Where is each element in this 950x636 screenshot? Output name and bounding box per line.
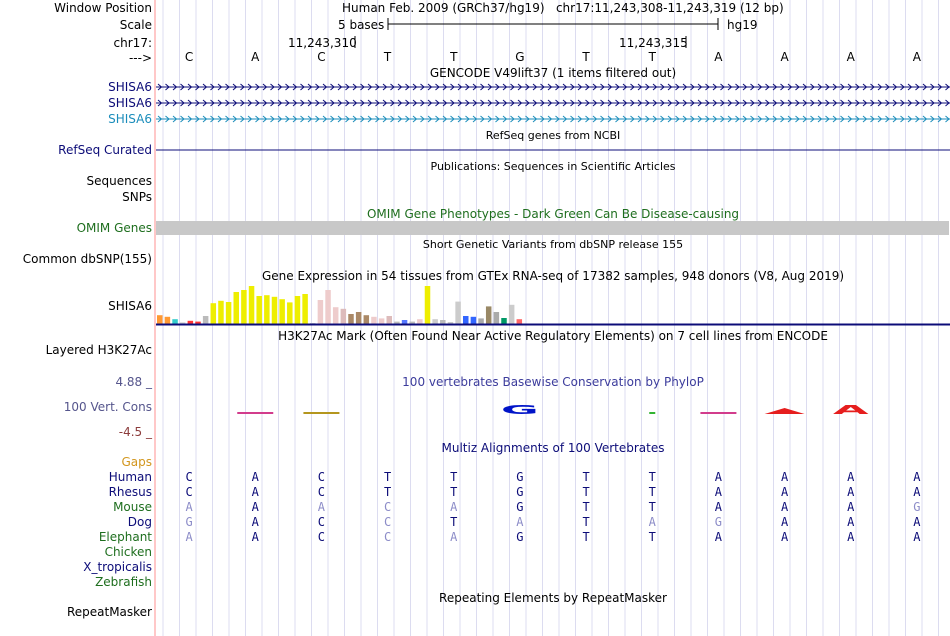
sequence-base: A <box>912 50 922 64</box>
gencode-gene-label[interactable]: SHISA6 <box>108 112 152 126</box>
alignment-base: T <box>582 530 590 544</box>
alignment-base: A <box>251 515 259 529</box>
sequence-base: A <box>714 50 723 64</box>
refseq-track-title: RefSeq genes from NCBI <box>485 129 621 142</box>
species-label[interactable]: Chicken <box>104 545 152 559</box>
alignment-base: C <box>383 500 392 514</box>
alignment-base: A <box>847 485 855 499</box>
alignment-base: A <box>847 500 855 514</box>
alignment-base: C <box>317 485 326 499</box>
alignment-base: T <box>648 530 656 544</box>
sequence-base: G <box>515 50 525 64</box>
alignment-base: C <box>317 470 326 484</box>
omim-track-title: OMIM Gene Phenotypes - Dark Green Can Be Disease-causing <box>366 207 740 221</box>
omim-genes-label[interactable]: OMIM Genes <box>76 221 152 235</box>
sequence-base: C <box>317 50 326 64</box>
alignment-base: T <box>582 515 590 529</box>
alignment-base: C <box>185 470 193 484</box>
species-label[interactable]: Rhesus <box>108 485 152 499</box>
conservation-track-title: 100 vertebrates Basewise Conservation by PhyloP <box>402 375 704 389</box>
alignment-base: C <box>185 485 193 499</box>
alignment-base: A <box>847 470 855 484</box>
gtex-track-title: Gene Expression in 54 tissues from GTEx RNA-seq of 17382 samples, 948 donors (V8, Aug 2019) <box>261 269 845 283</box>
alignment-base: A <box>516 515 524 529</box>
alignment-base: C <box>317 515 326 529</box>
alignment-base: T <box>648 470 656 484</box>
alignment-base: G <box>516 485 524 499</box>
alignment-base: T <box>450 470 458 484</box>
gencode-track-title: GENCODE V49lift37 (1 items filtered out) <box>429 66 677 80</box>
alignment-base: A <box>714 485 723 499</box>
conservation-mark <box>765 408 805 414</box>
alignment-base: A <box>847 515 855 529</box>
vert-cons-label[interactable]: 100 Vert. Cons <box>63 400 152 414</box>
cons-max-label: 4.88 _ <box>115 375 152 389</box>
repeatmasker-track-title: Repeating Elements by RepeatMasker <box>439 591 667 605</box>
multiz-track-title: Multiz Alignments of 100 Vertebrates <box>441 441 665 455</box>
alignment-base: A <box>251 470 259 484</box>
alignment-base: A <box>648 515 656 529</box>
chrom-label: chr17: <box>113 36 152 50</box>
alignment-base: A <box>185 500 193 514</box>
scale-value: 5 bases <box>338 18 385 32</box>
alignment-base: G <box>185 515 193 529</box>
alignment-base: T <box>450 485 458 499</box>
sequence-base: C <box>184 50 194 64</box>
alignment-base: T <box>450 515 458 529</box>
alignment-base: A <box>450 500 458 514</box>
alignment-base: A <box>913 515 921 529</box>
species-label[interactable]: Human <box>108 470 152 484</box>
alignment-base: G <box>516 530 524 544</box>
alignment-base: T <box>648 485 656 499</box>
scale-assembly: hg19 <box>727 18 758 32</box>
alignment-base: A <box>714 470 723 484</box>
species-label[interactable]: Mouse <box>113 500 152 514</box>
window-position-label: Window Position <box>54 1 152 15</box>
coord-right: 11,243,315 <box>619 36 688 50</box>
alignment-base: T <box>582 500 590 514</box>
alignment-base: G <box>516 470 524 484</box>
sequence-base: T <box>383 50 392 64</box>
sequence-base: A <box>846 50 855 64</box>
alignment-base: A <box>780 500 789 514</box>
layered-h3k27ac-label[interactable]: Layered H3K27Ac <box>45 343 152 357</box>
sequences-label[interactable]: Sequences <box>86 174 152 188</box>
h3k27ac-track-title: H3K27Ac Mark (Often Found Near Active Regulatory Elements) on 7 cell lines from ENCODE <box>278 329 828 343</box>
gaps-label[interactable]: Gaps <box>121 455 152 469</box>
alignment-base: G <box>913 500 921 514</box>
alignment-base: T <box>582 485 590 499</box>
alignment-base: C <box>383 515 392 529</box>
alignment-base: T <box>582 470 590 484</box>
alignment-base: A <box>251 485 259 499</box>
alignment-base: A <box>780 485 789 499</box>
species-label[interactable]: Dog <box>127 515 152 529</box>
gtex-shisa6-label[interactable]: SHISA6 <box>108 299 152 313</box>
dbsnp-track-title: Short Genetic Variants from dbSNP release 155 <box>422 238 684 251</box>
alignment-base: A <box>913 485 921 499</box>
gencode-gene-label[interactable]: SHISA6 <box>108 96 152 110</box>
species-label[interactable]: X_tropicalis <box>83 560 152 574</box>
alignment-base: A <box>913 530 921 544</box>
alignment-base: A <box>317 500 326 514</box>
strand-label: ---> <box>128 51 152 65</box>
sequence-base: A <box>251 50 260 64</box>
alignment-base: A <box>450 530 458 544</box>
alignment-base: G <box>516 500 524 514</box>
species-label[interactable]: Zebrafish <box>95 575 152 589</box>
alignment-base: A <box>780 470 789 484</box>
alignment-base: T <box>383 485 392 499</box>
sequence-base: T <box>582 50 590 64</box>
alignment-base: C <box>317 530 326 544</box>
window-position-value: Human Feb. 2009 (GRCh37/hg19) chr17:11,243,308-11,243,319 (12 bp) <box>342 1 784 15</box>
alignment-base: A <box>714 500 723 514</box>
common-dbsnp-label[interactable]: Common dbSNP(155) <box>22 252 152 266</box>
alignment-base: T <box>648 500 656 514</box>
alignment-base: G <box>714 515 723 529</box>
alignment-base: A <box>251 530 259 544</box>
conservation-letter: A <box>832 402 869 417</box>
alignment-base: A <box>714 530 723 544</box>
alignment-base: T <box>383 470 392 484</box>
coord-left: 11,243,310 <box>288 36 357 50</box>
conservation-letter: G <box>500 402 539 417</box>
alignment-base: A <box>913 470 921 484</box>
repeatmasker-label[interactable]: RepeatMasker <box>66 605 152 619</box>
alignment-base: A <box>185 530 193 544</box>
gencode-gene-label[interactable]: SHISA6 <box>108 80 152 94</box>
publications-track-title: Publications: Sequences in Scientific Articles <box>430 160 676 173</box>
species-label[interactable]: Elephant <box>98 530 152 544</box>
alignment-base: A <box>780 530 789 544</box>
snps-label[interactable]: SNPs <box>122 190 152 204</box>
alignment-base: A <box>847 530 855 544</box>
sequence-base: T <box>450 50 458 64</box>
cons-min-label: -4.5 _ <box>118 425 152 439</box>
sequence-base: T <box>648 50 656 64</box>
alignment-base: A <box>251 500 259 514</box>
scale-label: Scale <box>119 18 152 32</box>
sequence-base: A <box>780 50 789 64</box>
refseq-curated-label[interactable]: RefSeq Curated <box>58 143 152 157</box>
alignment-base: A <box>780 515 789 529</box>
alignment-base: C <box>383 530 392 544</box>
